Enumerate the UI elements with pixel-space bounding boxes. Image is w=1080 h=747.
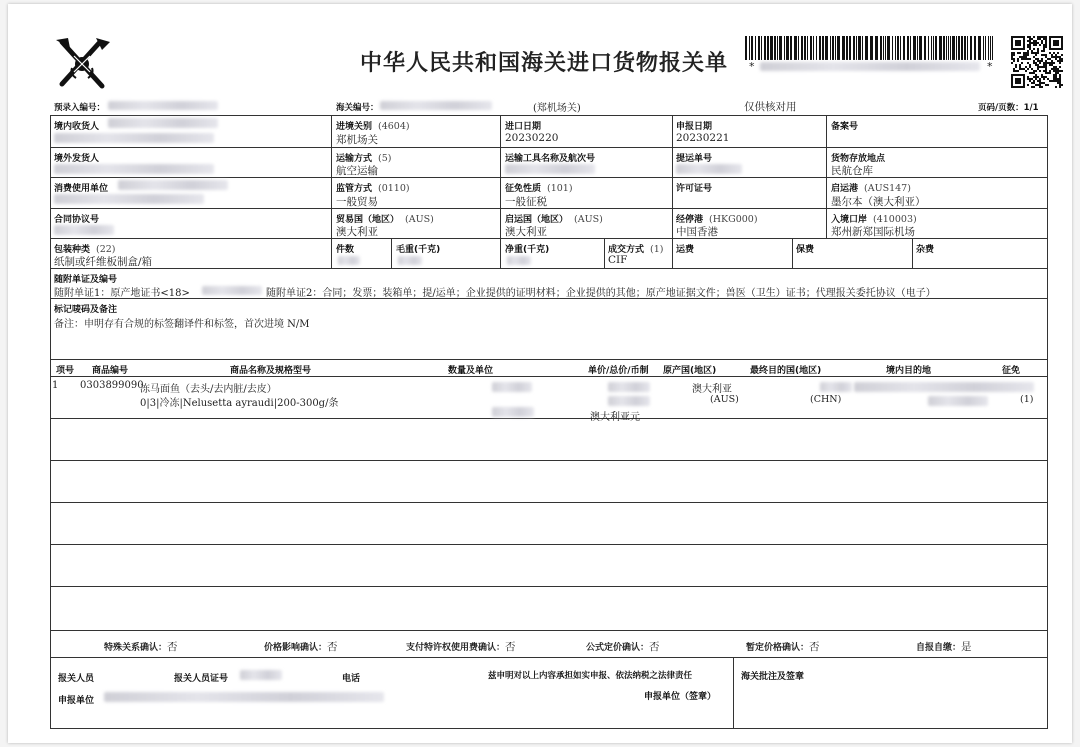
net-weight-redacted — [507, 256, 531, 265]
barcode-star-left: * — [749, 60, 755, 73]
customs-emblem-icon — [52, 34, 112, 94]
record-no-label: 备案号 — [831, 122, 859, 132]
final-dest-redacted — [820, 382, 852, 392]
provisional-price-confirm: 暂定价格确认：否 — [746, 641, 820, 653]
attached-doc-1: 随附单证1：原产地证书<18> — [54, 288, 190, 299]
storage-value: 民航仓库 — [831, 165, 873, 177]
remarks-label: 标记唛码及备注 — [54, 305, 118, 315]
barcode-number-redacted — [760, 62, 980, 71]
qty-redacted — [492, 382, 532, 392]
entry-customs-label: 进境关别 (4604) — [336, 121, 410, 132]
col-qty-unit: 数量及单位 — [448, 366, 494, 376]
customs-declaration-form — [8, 4, 1072, 743]
transport-mode-value: 航空运输 — [336, 165, 378, 177]
qty-legal-redacted — [492, 407, 534, 417]
attached-docs-label: 随附单证及编号 — [54, 275, 118, 285]
declare-date-value: 20230221 — [676, 132, 730, 144]
declare-date-label: 申报日期 — [676, 122, 713, 132]
transit-port-label: 经停港 (HKG000) — [676, 214, 758, 225]
foreign-consignor-label: 境外发货人 — [54, 154, 100, 164]
total-price-redacted — [608, 396, 650, 406]
origin-country-label: 启运国（地区） (AUS) — [505, 214, 603, 225]
declare-unit-label: 申报单位 — [58, 696, 95, 706]
storage-label: 货物存放地点 — [831, 154, 886, 164]
consignee-name-redacted — [54, 133, 214, 143]
declarant-cert-label: 报关人员证号 — [174, 674, 229, 684]
origin-country-code: (AUS) — [710, 394, 739, 405]
col-levy: 征免 — [1002, 366, 1021, 376]
origin-country-value: 澳大利亚 — [505, 226, 547, 238]
deal-mode-value: CIF — [608, 254, 628, 266]
declare-unit-seal-label: 申报单位（签章） — [644, 692, 717, 702]
domestic-dest-redacted — [854, 382, 1034, 392]
declarant-label: 报关人员 — [58, 674, 95, 684]
unit-price-redacted — [608, 382, 650, 392]
supervision-label: 监管方式 (0110) — [336, 183, 410, 194]
deal-mode-label: 成交方式 (1) — [608, 244, 664, 255]
insurance-label: 保费 — [796, 245, 815, 255]
misc-fee-label: 杂费 — [916, 245, 935, 255]
page-indicator: 页码/页数：1/1 — [978, 103, 1039, 113]
special-relation-confirm: 特殊关系确认：否 — [104, 641, 178, 653]
gross-weight-redacted — [398, 256, 422, 265]
foreign-consignor-redacted — [54, 164, 214, 174]
col-name-spec: 商品名称及规格型号 — [230, 366, 312, 376]
final-dest-code: (CHN) — [810, 394, 842, 405]
freight-label: 运费 — [676, 245, 695, 255]
import-date-value: 20230220 — [505, 132, 559, 144]
barcode-star-right: * — [987, 60, 993, 73]
self-pay-confirm: 自报自缴：是 — [916, 641, 972, 653]
levy-nature-value: 一般征税 — [505, 196, 547, 208]
departure-port-value: 墨尔本（澳大利亚） — [831, 196, 926, 208]
item-no: 1 — [52, 380, 59, 391]
col-domestic-dest: 境内目的地 — [886, 366, 932, 376]
gross-weight-label: 毛重(千克) — [396, 245, 441, 255]
customs-sign-label: 海关批注及签章 — [741, 672, 805, 682]
pre-entry-label: 预录入编号： — [54, 103, 106, 113]
declare-unit-redacted — [104, 692, 384, 702]
currency: 澳大利亚元 — [590, 412, 640, 423]
supervision-value: 一般贸易 — [336, 196, 378, 208]
license-label: 许可证号 — [676, 184, 713, 194]
customs-office: (郑机场关) — [533, 103, 581, 114]
royalty-confirm: 支付特许权使用费确认：否 — [406, 641, 516, 653]
col-hs-code: 商品编号 — [92, 366, 129, 376]
entry-customs-value: 郑机场关 — [336, 134, 378, 146]
attached-doc-1-redacted — [202, 286, 262, 295]
qr-code-icon — [1011, 36, 1063, 88]
pieces-label: 件数 — [336, 245, 355, 255]
remarks-text: 备注：申明存有合规的标签翻译件和标签，首次进境 N/M — [54, 319, 310, 330]
formula-price-confirm: 公式定价确认：否 — [586, 641, 660, 653]
bill-no-label: 提运单号 — [676, 154, 713, 164]
pieces-redacted — [338, 256, 360, 265]
col-price: 单价/总价/币制 — [588, 366, 649, 376]
consumer-name-redacted — [54, 194, 204, 204]
goods-name: 冻马面鱼（去头/去内脏/去皮） — [140, 384, 277, 395]
transit-port-value: 中国香港 — [676, 226, 718, 238]
document-title: 中华人民共和国海关进口货物报关单 — [360, 51, 729, 76]
net-weight-label: 净重(千克) — [505, 245, 550, 255]
entry-port-label: 入境口岸 (410003) — [831, 214, 917, 225]
import-date-label: 进口日期 — [505, 122, 542, 132]
domestic-dest-2-redacted — [928, 396, 988, 406]
levy-code: (1) — [1020, 394, 1034, 405]
check-only-note: 仅供核对用 — [744, 101, 797, 113]
package-label: 包装种类 (22) — [54, 244, 116, 255]
consignee-label: 境内收货人 — [54, 122, 100, 132]
entry-port-value: 郑州新郑国际机场 — [831, 226, 915, 238]
phone-label: 电话 — [342, 674, 361, 684]
col-item-no: 项号 — [56, 366, 75, 376]
vessel-redacted — [505, 164, 595, 174]
legal-statement: 兹申明对以上内容承担如实申报、依法纳税之法律责任 — [488, 671, 693, 681]
trade-country-value: 澳大利亚 — [336, 226, 378, 238]
levy-nature-label: 征免性质 (101) — [505, 183, 573, 194]
bill-no-redacted — [676, 164, 742, 174]
price-impact-confirm: 价格影响确认：否 — [264, 641, 338, 653]
departure-port-label: 启运港 (AUS147) — [831, 183, 911, 194]
package-value: 纸制或纤维板制盒/箱 — [54, 256, 153, 268]
contract-label: 合同协议号 — [54, 215, 100, 225]
col-final-dest: 最终目的国(地区) — [750, 366, 822, 376]
vessel-label: 运输工具名称及航次号 — [505, 154, 596, 164]
pre-entry-redacted — [108, 101, 218, 110]
trade-country-label: 贸易国（地区） (AUS) — [336, 214, 434, 225]
barcode — [745, 36, 997, 60]
origin-country-name: 澳大利亚 — [692, 384, 732, 395]
col-origin: 原产国(地区) — [663, 366, 717, 376]
consumer-redacted — [118, 180, 228, 190]
contract-redacted — [54, 225, 114, 235]
consumer-label: 消费使用单位 — [54, 184, 109, 194]
goods-spec: 0|3|冷冻|Nelusetta ayraudi|200-300g/条 — [140, 398, 339, 409]
attached-doc-2: 随附单证2：合同；发票；装箱单；提/运单；企业提供的证明材料；企业提供的其他；原产地证据文件；兽医（卫生）证书；代理报关委托协议（电子） — [266, 288, 936, 299]
hs-code: 0303899090 — [80, 380, 144, 391]
consignee-redacted — [108, 118, 218, 128]
declarant-cert-redacted — [240, 670, 282, 680]
customs-no-redacted — [380, 101, 492, 110]
customs-no-label: 海关编号： — [336, 103, 379, 113]
transport-mode-label: 运输方式 (5) — [336, 153, 392, 164]
